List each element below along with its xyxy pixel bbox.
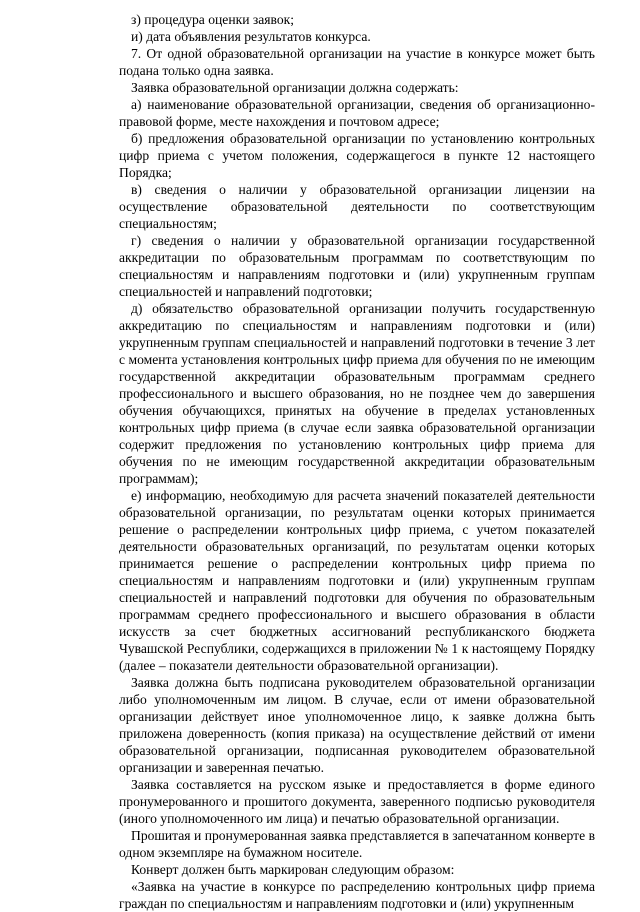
paragraph-signature: Заявка должна быть подписана руководителем образовательной организации либо уполномоченным им лицом. В случае, если от имени образовательной организации действует иное уполномоченное лицо, к заявке должна быть приложена доверенность (копия приказа) на осуществление действий от имени образовательной организации, подписанная руководителем образовательной организации и заверенная печатью. [119,675,595,775]
list-item-a: а) наименование образовательной организации, сведения об организационно-правовой форме, месте нахождения и почтовом адресе; [119,97,595,129]
paragraph-envelope-label: «Заявка на участие в конкурсе по распределению контрольных цифр приема граждан по специальностям и направлениям подготовки и (или) укрупненным [119,879,595,911]
list-item-b: б) предложения образовательной организации по установлению контрольных цифр приема с учетом положения, содержащегося в пункте 12 настоящего Порядка; [119,131,595,180]
paragraph-marking: Конверт должен быть маркирован следующим образом: [131,862,455,877]
list-item-e: е) информацию, необходимую для расчета значений показателей деятельности образовательной организации, по результатам оценки которых принимается решение о распределении контрольных цифр приема, с учетом показателей деятельности образовательных организаций, по результатам оценки которых принимается решение о распределении контрольных цифр приема по специальностям и направлениям подготовки и (или) укрупненным группам специальностей и направлений подготовки для обучения по образовательным программам среднего профессионального и высшего образования в области искусств за счет бюджетных ассигнований республиканского бюджета Чувашской Республики, содержащихся в приложении № 1 к настоящему Порядку (далее – показатели деятельности образовательной организации). [119,488,595,673]
paragraph-language: Заявка составляется на русском языке и предоставляется в форме единого пронумерованного и прошитого документа, заверенного подписью руководителя (иного уполномоченного им лица) и печатью образовательной организации. [119,777,595,826]
list-item-g: г) сведения о наличии у образовательной организации государственной аккредитации по образовательным программам по соответствующим по специальностям и направлениям подготовки и (или) укрупненным группам специальностей и направлений подготовки; [119,233,595,299]
paragraph-7: 7. От одной образовательной организации на участие в конкурсе может быть подана только одна заявка. [119,46,595,78]
list-item-d: д) обязательство образовательной организации получить государственную аккредитацию по специальностям и направлениям подготовки и (или) укрупненным группам специальностей и направлений подготовки в течение 3 лет с момента установления контрольных цифр приема для обучения по не имеющим государственной аккредитации образовательным программам среднего профессионального и высшего образования, но не позднее чем до завершения обучения обучающихся, принятых на обучение в пределах установленных контрольных цифр приема (в случае если заявка образовательной организации содержит предложения по установлению контрольных цифр приема для обучения по не имеющим государственной аккредитации образовательным программам); [119,301,595,486]
list-item-z: з) процедура оценки заявок; [131,12,295,27]
paragraph-application-contents: Заявка образовательной организации должна содержать: [131,80,459,95]
document-body [119,11,595,912]
list-item-v: в) сведения о наличии у образовательной организации лицензии на осуществление образовательной деятельности по соответствующим специальностям; [119,182,595,231]
list-item-i: и) дата объявления результатов конкурса. [131,29,371,44]
paragraph-envelope: Прошитая и пронумерованная заявка представляется в запечатанном конверте в одном экземпляре на бумажном носителе. [119,828,595,860]
